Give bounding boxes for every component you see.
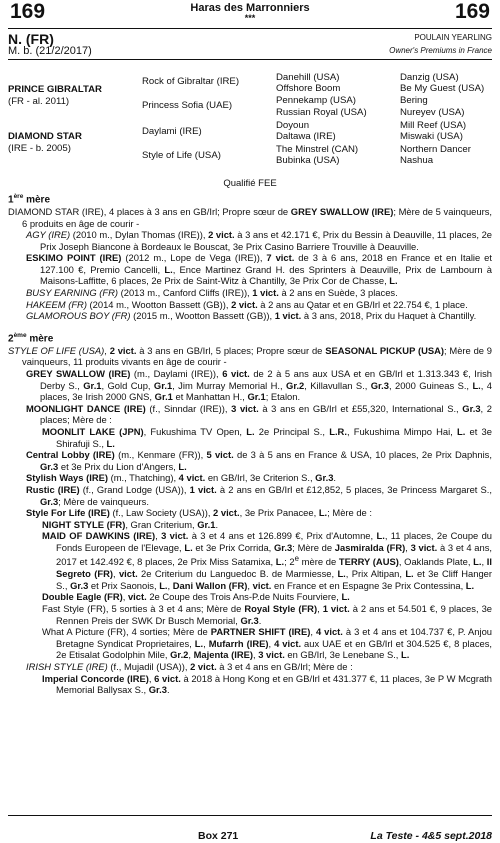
pedigree-g2-item: The Minstrel (CAN) xyxy=(276,144,359,155)
pedigree-g2-item: Daltawa (IRE) xyxy=(276,131,336,142)
horse-name: N. (FR) xyxy=(8,31,54,47)
second-dam-intro: STYLE OF LIFE (USA), 2 vict. à 3 ans en GB/Irl, 5 places; Propre sœur de SEASONAL PICKUP (USA); Mère de 9 vainqueurs, 11 produits vivants en âge de courir - xyxy=(8,344,493,368)
produce-entry: IRISH STYLE (IRE) (f., Mujadil (USA)), 2 vict. à 3 et 4 ans en GB/Irl; Mère de : xyxy=(26,660,353,672)
pedigree-g2-item: Bubinka (USA) xyxy=(276,155,340,166)
pedigree-g3-item: Northern Dancer xyxy=(400,144,471,155)
pedigree-table xyxy=(8,64,492,184)
footer-divider xyxy=(8,815,492,816)
pedigree-g3-item: Miswaki (USA) xyxy=(400,131,463,142)
pedigree-g3-item: Bering xyxy=(400,95,428,106)
produce-entry: BUSY EARNING (FR) (2013 m., Canford Cliffs (IRE)), 1 vict. à 2 ans en Suède, 3 places. xyxy=(26,287,398,299)
produce-entry: Stylish Ways (IRE) (m., Thatching), 4 vict. en GB/Irl, 3e Criterion S., Gr.3. xyxy=(26,472,337,484)
lot-number-left: 169 xyxy=(10,0,46,23)
produce-entry: Rustic (IRE) (f., Grand Lodge (USA)), 1 vict. à 2 ans en GB/Irl et £12,852, 5 places, 3e Princess Margaret S., Gr.3; Mère de vainqueurs. xyxy=(26,483,492,507)
horse-category: POULAIN YEARLING xyxy=(414,33,492,42)
owner-premiums: Owner's Premiums in France xyxy=(389,46,492,55)
pedigree-g1-item: Daylami (IRE) xyxy=(142,126,202,137)
qualified-fee: Qualifié FEE xyxy=(223,178,277,189)
pedigree-g2-item: Russian Royal (USA) xyxy=(276,107,367,118)
pedigree-g3-item: Mill Reef (USA) xyxy=(400,120,467,131)
produce-entry: What A Picture (FR), 4 sorties; Mère de PARTNER SHIFT (IRE), 4 vict. à 3 et 4 ans et 104.737 €, P. Anjou Bretagne Syndicat Proprietaires, L., Mufarrh (IRE), 4 vict. aux UAE et en GB/Irl et 304.525 €, 8 places, 2e Etisalat Godolphin Mile, Gr.2, Majenta (IRE), 3 vict. en GB/Irl, 3e Lenebane S., L. xyxy=(42,626,493,661)
header-divider xyxy=(8,28,492,29)
pedigree-g2-item: Doyoun xyxy=(276,120,310,131)
pedigree-sire: PRINCE GIBRALTAR xyxy=(8,84,102,95)
produce-entry: AGY (IRE) (2010 m., Dylan Thomas (IRE)), 2 vict. à 3 ans et 42.171 €, Prix du Bessin à Deauville, 11 places, 2e Prix Joseph Biancone à Bordeaux le Bouscat, 3e Prix Casino Barriere Trouville à Deauville. xyxy=(26,229,493,252)
stud-stars: *** xyxy=(244,13,256,23)
pedigree-g2-item: Offshore Boom xyxy=(276,83,341,94)
catalogue-body xyxy=(8,189,492,696)
pedigree-dam-info: (IRE - b. 2005) xyxy=(8,143,71,154)
pedigree-g3-item: Nureyev (USA) xyxy=(400,107,465,118)
produce-entry: ESKIMO POINT (IRE) (2012 m., Lope de Vega (IRE)), 7 vict. de 3 à 6 ans, 2018 en France et en Italie et 127.100 €, Premio Cancelli, L., Ence Martinez Grand H. des Sprinters à Deauville, Prix de Lambourn à Maisons-Laffitte, 6 places, 2e Prix de Saint-Witz à Chantilly, 3e Prix Cor de Chasse, L. xyxy=(26,252,492,287)
box-number: Box 271 xyxy=(198,830,239,842)
second-dam-heading: 2ème mère xyxy=(8,331,54,345)
pedigree-g3-item: Danzig (USA) xyxy=(400,72,459,83)
pedigree-g1-item: Rock of Gibraltar (IRE) xyxy=(142,76,240,87)
horse-details: M. b. (21/2/2017) xyxy=(8,45,92,57)
produce-entry: GLAMOROUS BOY (FR) (2015 m., Wootton Bassett (GB)), 1 vict. à 3 ans, 2018, Prix du Haquet à Chantilly. xyxy=(26,310,477,322)
produce-entry: Central Lobby (IRE) (m., Kenmare (FR)), 5 vict. de 3 à 5 ans en France & USA, 10 places, 2e Prix Daphnis, Gr.3 et 3e Prix du Lion d'Angers, L. xyxy=(26,449,492,472)
pedigree-g3-item: Nashua xyxy=(400,155,434,166)
produce-entry: MOONLIGHT DANCE (IRE) (f., Sinndar (IRE)), 3 vict. à 3 ans en GB/Irl et £55,320, International S., Gr.3, 2 places; Mère de : xyxy=(26,402,492,426)
produce-entry: GREY SWALLOW (IRE) (m., Daylami (IRE)), 6 vict. de 2 à 5 ans aux USA et en GB/Irl et 1.313.343 €, Irish Derby S., Gr.1, Gold Cup, Gr.1, Jim Murray Memorial H., Gr.2, Killavullan S., Gr.3, 2000 Guineas S., L., 4 places, 3e Irish 2000 GNS, Gr.1 et Manhattan H., Gr.1; Etalon. xyxy=(26,367,492,403)
produce-entry: MAID OF DAWKINS (IRE), 3 vict. à 3 et 4 ans et 126.899 €, Prix d'Automne, L., 11 places, 2e Coupe du Fonds Europeen de l'Elevage, L. et 3e Prix Corrida, Gr.3; Mère de Jasmiralda (FR), 3 vict. à 3 et 4 ans, 2017 et 142.492 €, 8 places, 2e Prix Miss Satamixa, L.; 2e mère de TERRY (AUS), Oaklands Plate, L., Il Segreto (FR), vict. 2e Criterium du Languedoc B. de Marmiesse, L., Prix Altipan, L. et 3e Cliff Hanger S., Gr.3 et Prix Saonois, L., Dani Wallon (FR), vict. en France et en Espagne 3e Prix Contessina, L. xyxy=(42,530,493,591)
produce-entry: Imperial Concorde (IRE), 6 vict. à 2018 à Hong Kong et en GB/Irl et 431.377 €, 11 places, 3e P W Mcgrath Memorial Ballysax S., Gr.3. xyxy=(42,672,492,696)
pedigree-g1-item: Princess Sofia (UAE) xyxy=(142,100,233,111)
produce-entry: Style For Life (IRE) (f., Law Society (USA)), 2 vict., 3e Prix Panacee, L.; Mère de : xyxy=(26,507,372,519)
produce-entry: HAKEEM (FR) (2014 m., Wootton Bassett (GB)), 2 vict. à 2 ans au Qatar et en GB/Irl et 22.754 €, 1 place. xyxy=(26,298,468,310)
catalogue-page xyxy=(8,0,493,842)
produce-entry: Fast Style (FR), 5 sorties à 3 et 4 ans; Mère de Royal Style (FR), 1 vict. à 2 ans et 54.501 €, 9 places, 3e Rennen Preis der SWK Dr Busch Memorial, Gr.3. xyxy=(42,602,492,626)
pedigree-divider xyxy=(8,59,492,60)
first-dam-intro: DIAMOND STAR (IRE), 4 places à 3 ans en GB/Irl; Propre sœur de GREY SWALLOW (IRE); Mère de 5 vainqueurs, 6 produits en âge de courir - xyxy=(8,205,493,229)
pedigree-g3-item: Be My Guest (USA) xyxy=(400,83,485,94)
stud-name: Haras des Marronniers xyxy=(190,2,310,14)
lot-number-right: 169 xyxy=(454,0,490,23)
produce-entry: Double Eagle (FR), vict. 2e Coupe des Trois Ans-P.de Nuits Fourviere, L. xyxy=(42,591,350,603)
pedigree-g2-item: Pennekamp (USA) xyxy=(276,95,356,106)
pedigree-g2-item: Danehill (USA) xyxy=(276,72,340,83)
produce-entry: NIGHT STYLE (FR), Gran Criterium, Gr.1. xyxy=(42,518,219,530)
pedigree-dam: DIAMOND STAR xyxy=(8,131,82,142)
first-dam-heading: 1ère mère xyxy=(8,193,51,206)
produce-entry: MOONLIT LAKE (JPN), Fukushima TV Open, L. 2e Principal S., L.R., Fukushima Mimpo Hai, L. et 3e Shirafuji S., L. xyxy=(42,425,492,449)
pedigree-sire-info: (FR - al. 2011) xyxy=(8,96,70,107)
sale-venue: La Teste - 4&5 sept.2018 xyxy=(370,830,492,842)
pedigree-g1-item: Style of Life (USA) xyxy=(142,150,221,161)
